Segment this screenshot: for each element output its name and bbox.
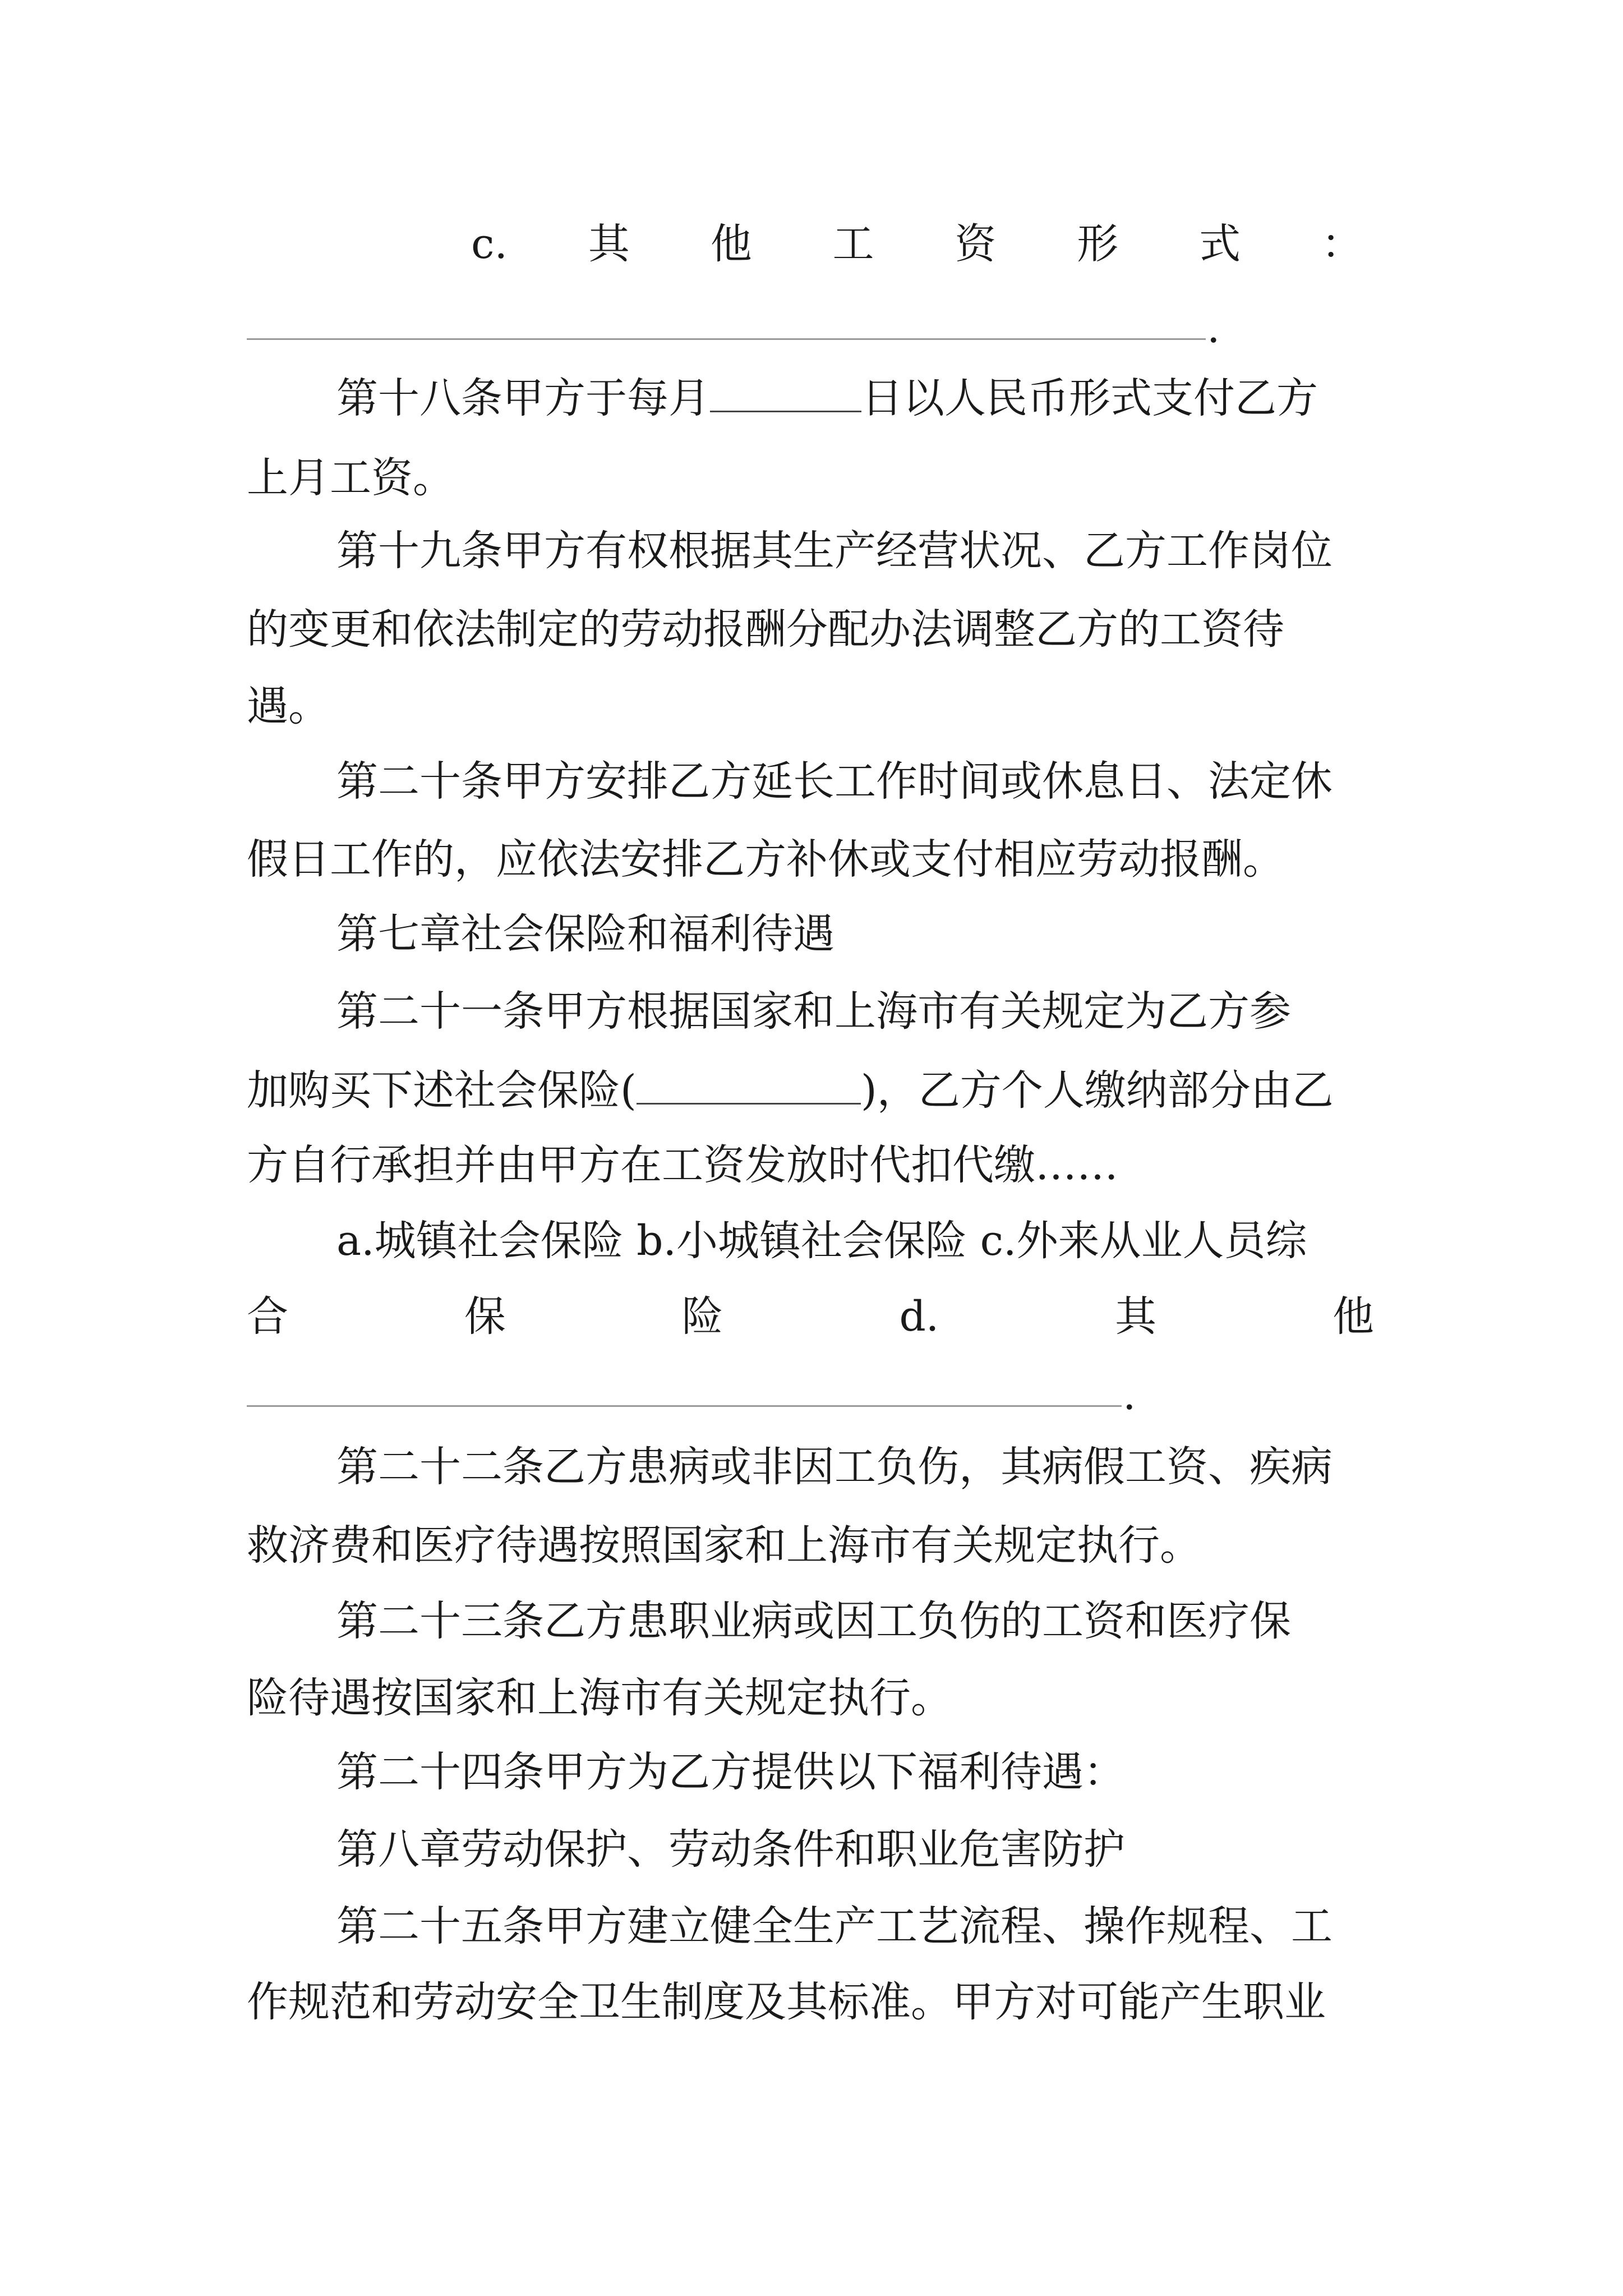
item-c-char: ：: [1321, 220, 1363, 268]
blank-end-mark: .: [1207, 304, 1220, 352]
article-19-line-2: 的变更和依法制定的劳动报酬分配办法调整乙方的工资待: [247, 605, 1284, 654]
item-c-marker: c.: [471, 220, 508, 268]
item-c-char: 他: [710, 220, 752, 268]
item-c-char: 式: [1199, 220, 1241, 268]
chapter-8-heading: 第八章劳动保护、劳动条件和职业危害防护: [336, 1825, 1125, 1874]
article-18-line-1: 第十八条甲方于每月 日以人民币形式支付乙方: [336, 374, 1318, 422]
article-22-line-1: 第二十二条乙方患病或非因工负伤，其病假工资、疾病: [336, 1443, 1332, 1491]
article-23-line-1: 第二十三条乙方患职业病或因工负伤的工资和医疗保: [336, 1597, 1291, 1645]
item-c-char: 形: [1077, 220, 1119, 268]
insurance-options-line-1: a.城镇社会保险 b.小城镇社会保险 c.外来从业人员综: [336, 1217, 1307, 1265]
blank-end-mark: .: [1123, 1371, 1136, 1419]
article-25-line-1: 第二十五条甲方建立健全生产工艺流程、操作规程、工: [336, 1902, 1332, 1950]
article-20-line-2: 假日工作的，应依法安排乙方补休或支付相应劳动报酬。: [247, 835, 1284, 884]
fill-in-blank-line: [247, 1405, 1122, 1407]
item-c-char: 工: [832, 220, 874, 268]
item-c-char: 其: [588, 220, 630, 268]
chapter-7-heading: 第七章社会保险和福利待遇: [336, 910, 834, 958]
article-22-line-2: 救济费和医疗待遇按照国家和上海市有关规定执行。: [247, 1521, 1201, 1570]
article-21-line-2: 加购买下述社会保险( )，乙方个人缴纳部分由乙: [247, 1066, 1334, 1115]
fill-in-blank-line: [247, 338, 1206, 340]
article-23-line-2: 险待遇按国家和上海市有关规定执行。: [247, 1674, 952, 1722]
article-21-line-3: 方自行承担并由甲方在工资发放时代扣代缴……: [247, 1141, 1118, 1189]
insurance-choice-blank: [637, 1068, 861, 1105]
insurance-options-line-2: 合 保 险 d. 其 他: [247, 1292, 1374, 1341]
article-19-line-1: 第十九条甲方有权根据其生产经营状况、乙方工作岗位: [336, 527, 1332, 575]
article-18-line-2: 上月工资。: [247, 454, 454, 502]
article-19-line-3: 遇。: [247, 682, 330, 730]
article-24: 第二十四条甲方为乙方提供以下福利待遇：: [336, 1748, 1125, 1796]
pay-day-blank: [710, 376, 861, 412]
article-21-line-1: 第二十一条甲方根据国家和上海市有关规定为乙方参: [336, 987, 1291, 1036]
item-c-line: [471, 220, 1363, 268]
article-25-line-2: 作规范和劳动安全卫生制度及其标准。甲方对可能产生职业: [247, 1978, 1326, 2026]
article-20-line-1: 第二十条甲方安排乙方延长工作时间或休息日、法定休: [336, 757, 1332, 806]
item-c-char: 资: [955, 220, 997, 268]
